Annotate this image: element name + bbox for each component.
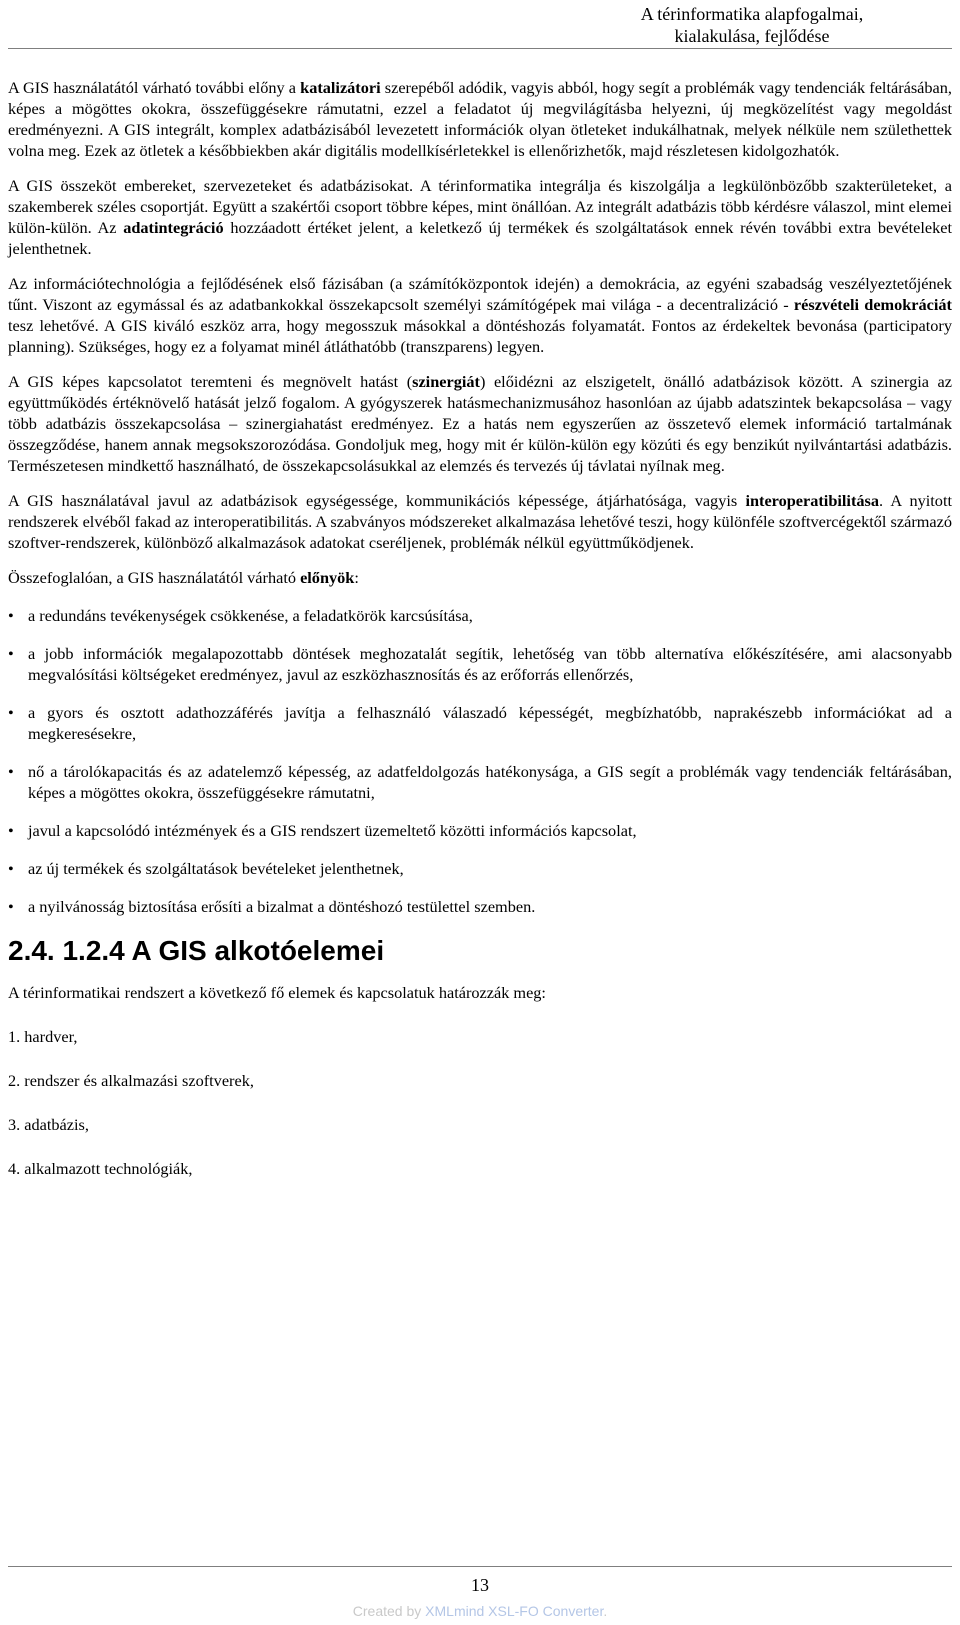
paragraph-text: Az információtechnológia a fejlődésének első fázisában (a számítóközpontok idején) a demokrácia, az egyéni szabadság veszélyeztetőjének tűnt. Viszont az egymással és az adatbankokkal összekapcsolt személyi számítógépek mai világa - a decentralizáció - bbox=[8, 274, 952, 314]
paragraph-text: . A nyitott rendszerek elvéből fakad az interoperatibilitás. A szabványos módszereket alkalmazása lehetővé teszi, hogy különféle szoftvercégektől származó szoftver-rendszerek, különböző alkalmazások adatokat cseréljenek, problémák nélkül együttműködjenek. bbox=[8, 491, 952, 552]
bold-term-synergy: szinergiát bbox=[412, 372, 480, 391]
component-item: 3. adatbázis, bbox=[8, 1115, 89, 1134]
paragraph-data-integration bbox=[8, 175, 952, 259]
page-body bbox=[8, 77, 952, 1202]
paragraph-text: A GIS képes kapcsolatot teremteni és megnövelt hatást ( bbox=[8, 372, 413, 391]
paragraph-text: Összefoglalóan, a GIS használatától várható bbox=[8, 568, 301, 587]
paragraph-text: tesz lehetővé. A GIS kiváló eszköz arra, hogy megosszuk másokkal a döntéshozás folyamatát. Fontos az érdekeltek bevonása (participatory planning). Szükséges, hogy ez a folyamat minél átláthatóbb (transzparens) legyen. bbox=[8, 316, 952, 356]
bold-term-data-integration: adatintegráció bbox=[123, 218, 224, 237]
paragraph-text: A GIS használatával javul az adatbázisok egységessége, kommunikációs képessége, átjárhatósága, vagyis bbox=[8, 491, 746, 510]
paragraph-synergy bbox=[8, 371, 952, 476]
footer-rule bbox=[8, 1566, 952, 1567]
paragraph-text: A GIS használatától várható további előny a bbox=[8, 78, 301, 97]
credit-prefix: Created by bbox=[352, 1603, 426, 1619]
section-intro: A térinformatikai rendszert a következő fő elemek és kapcsolatuk határozzák meg: bbox=[8, 983, 546, 1002]
credit-brand-link[interactable]: XMLmind XSL-FO Converter bbox=[425, 1603, 604, 1619]
page-number: 13 bbox=[471, 1575, 489, 1595]
component-item: 4. alkalmazott technológiák, bbox=[8, 1159, 193, 1178]
paragraph-interoperability bbox=[8, 490, 952, 553]
component-item: 2. rendszer és alkalmazási szoftverek, bbox=[8, 1071, 254, 1090]
bold-term-participatory-democracy: részvételi demokráciát bbox=[793, 295, 952, 314]
benefit-item: • javul a kapcsolódó intézmények és a GIS rendszert üzemeltető közötti információs kapcsolat, bbox=[8, 820, 952, 841]
paragraph-text: A GIS összeköt embereket, szervezeteket és adatbázisokat. A térinformatika integrálja és kiszolgálja a legkülönbözőbb szakterületeket, a szakemberek széles csoportját. Együtt a szakértői csoport többre képes, mint önállóan. Az integrált adatbázis több kérdésre válaszol, mint elemei külön-külön. Az bbox=[8, 176, 952, 237]
benefit-item: • a gyors és osztott adathozzáférés javítja a felhasználó válaszadó képességét, megbízhatóbb, naprakészebb információkat ad a megkeresésekre, bbox=[8, 702, 952, 744]
component-item: 1. hardver, bbox=[8, 1027, 78, 1046]
paragraph-text: : bbox=[354, 568, 359, 587]
benefit-item: • a redundáns tevékenységek csökkenése, a feladatkörök karcsúsítása, bbox=[8, 605, 952, 626]
paragraph-democracy bbox=[8, 273, 952, 357]
components-list bbox=[8, 1026, 952, 1179]
section-heading: 2.4. 1.2.4 A GIS alkotóelemei bbox=[8, 935, 385, 966]
benefits-list bbox=[8, 605, 952, 917]
paragraph-text: ) előidézni az elszigetelt, önálló adatbázisok között. A szinergia az együttműködés értéknövelő hatását jelző fogalom. A gyógyszerek hatásmechanizmusához hasonlóan az újabb adatszintek bekapcsolása – vagy több adatbázis összekapcsolása – szinergiahatást eredményez. Ez a hatás nem egyszerűen az összetevő elemek információ tartalmának összegződése, hanem annak megsokszorozódása. Gondoljuk meg, hogy mit ér külön-külön egy közúti és egy benzikút nyilvántartási adatbázis. Természetesen mindkettő használható, de összekapcsolásukkal az elemzés és tervezés új távlatai nyílnak meg. bbox=[8, 372, 952, 475]
paragraph-catalyst bbox=[8, 77, 952, 161]
header-title-line-1: A térinformatika alapfogalmai, bbox=[640, 4, 864, 24]
paragraph-text: szerepéből adódik, vagyis abból, hogy segít a problémák vagy tendenciák feltárásában, képes a mögöttes okokra, összefüggésekre rámutatni, ezzel a feladatot új megvilágításba helyezni, új megközelítést vagy megoldást eredményezni. A GIS integrált, komplex adatbázisából levezetett információk olyan ötleteket indukálhatnak, melyek nélküle nem születhettek volna meg. Ezek az ötletek a későbbiekben akár digitális modellkísérletekkel is ellenőrizhetők, majd részletesen kidolgozhatók. bbox=[8, 78, 952, 160]
bold-term-catalyst: katalizátori bbox=[300, 78, 381, 97]
credit-suffix: . bbox=[603, 1603, 608, 1619]
benefit-item: • nő a tárolókapacitás és az adatelemző képesség, az adatfeldolgozás hatékonysága, a GIS segít a problémák vagy tendenciák feltárásában, képes a mögöttes okokra, összefüggésekre rámutatni, bbox=[8, 761, 952, 803]
header-rule bbox=[8, 48, 952, 49]
benefit-item: • az új termékek és szolgáltatások bevételeket jelenthetnek, bbox=[8, 858, 952, 879]
running-header bbox=[552, 3, 952, 47]
header-title-line-2: kialakulása, fejlődése bbox=[674, 26, 830, 46]
paragraph-text: hozzáadott értéket jelent, a keletkező új termékek és szolgáltatások ennek révén további extra bevételeket jelenthetnek. bbox=[8, 218, 953, 258]
bold-term-interoperability: interoperatibilitása bbox=[745, 491, 879, 510]
benefit-item: • a jobb információk megalapozottabb döntések meghozatalát segítik, lehetőség van több alternatíva előkészítésére, ami alacsonyabb megvalósítási költségeket eredményez, javul az eszközhasznosítás és az erőforrás ellenőrzés, bbox=[8, 643, 952, 685]
converter-credit bbox=[0, 1602, 960, 1620]
benefit-item: • a nyilvánosság biztosítása erősíti a bizalmat a döntéshozó testülettel szemben. bbox=[8, 896, 952, 917]
bold-term-benefits: előnyök bbox=[300, 568, 355, 587]
paragraph-summary-intro bbox=[8, 567, 952, 588]
